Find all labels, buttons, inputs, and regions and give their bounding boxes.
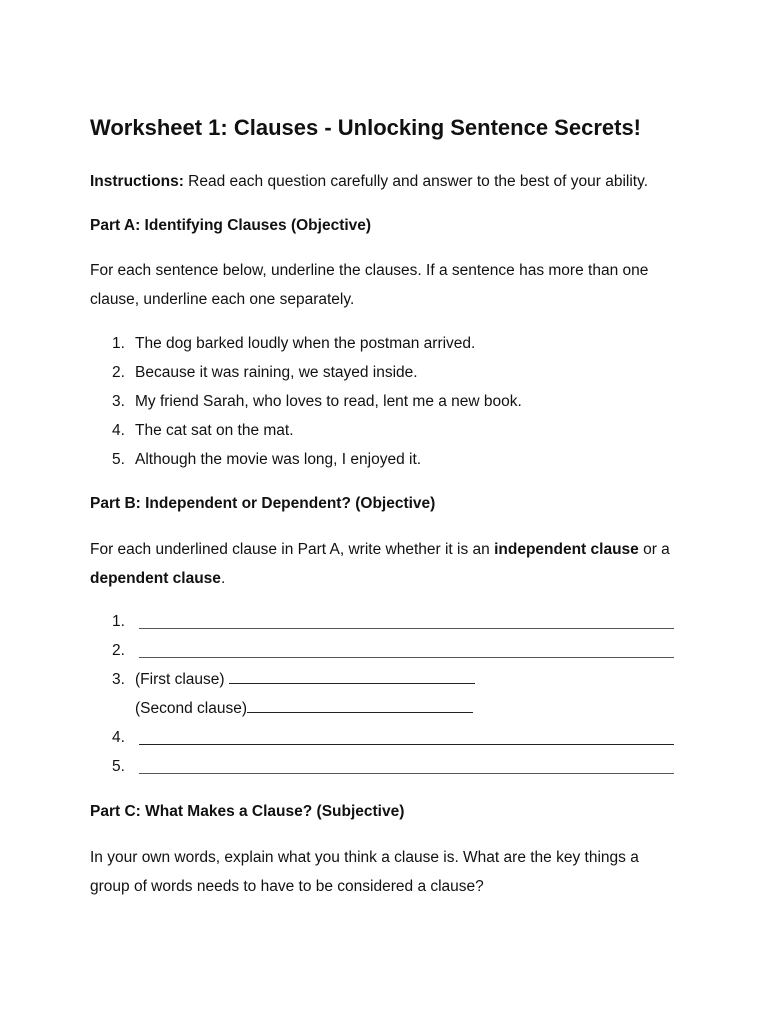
part-b-prompt — [90, 535, 680, 593]
sentence-text: The dog barked loudly when the postman arrived. — [135, 335, 476, 352]
list-item — [90, 329, 680, 358]
bold-term-independent: independent clause — [494, 541, 639, 558]
sentence-text: Although the movie was long, I enjoyed it. — [135, 451, 422, 468]
instructions-text: Read each question carefully and answer to the best of your ability. — [183, 173, 648, 190]
part-a-sentence-list — [90, 329, 680, 474]
first-clause-answer — [135, 665, 475, 694]
instructions — [90, 167, 680, 196]
instructions-label: Instructions: — [90, 173, 184, 190]
sentence-text: Because it was raining, we stayed inside. — [135, 364, 418, 381]
list-item — [90, 387, 680, 416]
item-number: 3. — [112, 393, 125, 410]
first-clause-label: (First clause) — [135, 671, 225, 688]
answer-item — [90, 665, 680, 694]
second-clause-answer — [135, 694, 473, 723]
second-clause-label: (Second clause) — [135, 700, 248, 717]
item-number: 4. — [112, 729, 125, 746]
prompt-text: . — [220, 570, 226, 587]
prompt-text: or a — [638, 541, 670, 558]
part-b-heading: Part B: Independent or Dependent? (Objective) — [90, 495, 436, 512]
list-item — [90, 358, 680, 387]
answer-item — [90, 607, 680, 636]
answer-blank-line[interactable] — [139, 744, 674, 745]
answer-blank-line[interactable] — [139, 628, 674, 629]
part-c-prompt: In your own words, explain what you think a clause is. What are the key things a group of words needs to have to be considered a clause? — [90, 849, 639, 895]
sentence-text: My friend Sarah, who loves to read, lent me a new book. — [135, 393, 522, 410]
prompt-text: For each underlined clause in Part A, write whether it is an — [90, 541, 495, 558]
item-number: 1. — [112, 335, 125, 352]
item-number: 4. — [112, 422, 125, 439]
answer-blank-line[interactable] — [229, 669, 475, 684]
item-number: 2. — [112, 642, 125, 659]
part-b-answer-list — [90, 607, 680, 781]
item-number: 5. — [112, 758, 125, 775]
part-c-heading: Part C: What Makes a Clause? (Subjective) — [90, 803, 405, 820]
item-number: 2. — [112, 364, 125, 381]
item-number: 1. — [112, 613, 125, 630]
answer-blank-line[interactable] — [247, 698, 473, 713]
list-item — [90, 416, 680, 445]
item-number: 5. — [112, 451, 125, 468]
part-a-prompt: For each sentence below, underline the clauses. If a sentence has more than one clause, underline each one separately. — [90, 262, 649, 308]
worksheet-title: Worksheet 1: Clauses - Unlocking Sentence Secrets! — [90, 115, 641, 140]
answer-blank-line[interactable] — [139, 773, 674, 774]
answer-item — [90, 723, 680, 752]
sentence-text: The cat sat on the mat. — [135, 422, 294, 439]
item-number: 3. — [112, 671, 125, 688]
answer-item — [90, 752, 680, 781]
answer-item — [90, 636, 680, 665]
answer-blank-line[interactable] — [139, 657, 674, 658]
answer-item — [90, 694, 680, 723]
list-item — [90, 445, 680, 474]
bold-term-dependent: dependent clause — [90, 570, 221, 587]
part-a-heading: Part A: Identifying Clauses (Objective) — [90, 217, 372, 234]
